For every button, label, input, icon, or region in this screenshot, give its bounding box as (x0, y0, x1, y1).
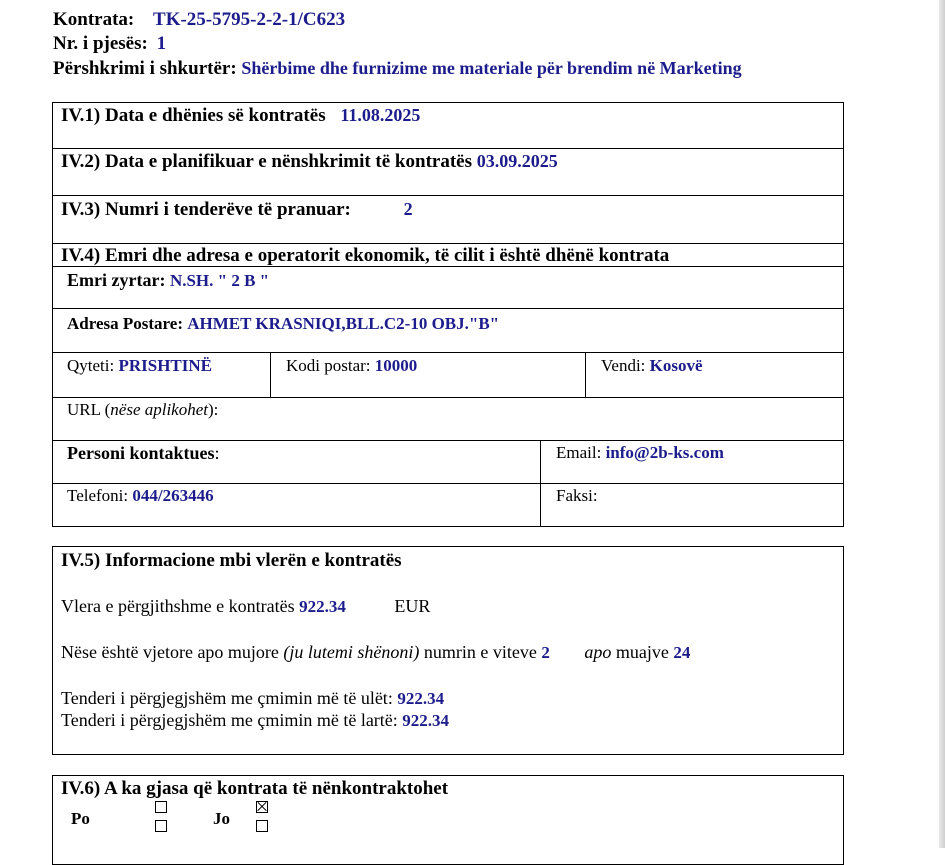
iv3-row (61, 199, 413, 221)
period-label-a: Nëse është vjetore apo mujore (61, 642, 279, 662)
postal-cell (286, 356, 417, 376)
url-label: URL ( (67, 400, 111, 419)
or-word: apo (584, 642, 612, 662)
no-checkbox-checked[interactable] (256, 801, 268, 813)
total-value-label: Vlera e përgjithshme e kontratës (61, 596, 295, 616)
phone-label: Telefoni: (67, 486, 129, 505)
iv3-label: IV.3) Numri i tenderëve të pranuar: (61, 199, 351, 220)
fax-cell (556, 486, 598, 506)
city-label: Qyteti: (67, 356, 115, 375)
fax-label: Faksi: (556, 486, 598, 505)
iv2-row (61, 151, 558, 173)
url-row (67, 400, 218, 420)
address-label: Adresa Postare: (67, 314, 183, 333)
iv6-label: IV.6) A ka gjasa që kontrata të nënkontraktohet (61, 778, 449, 799)
contract-line (53, 9, 345, 31)
postal-label: Kodi postar: (286, 356, 371, 375)
iv1-row (61, 105, 420, 127)
official-name-label: Emri zyrtar: (67, 270, 166, 290)
contract-label: Kontrata: (53, 9, 135, 30)
official-name-row (67, 270, 269, 291)
email-value: info@2b-ks.com (605, 443, 724, 462)
url-end: ): (208, 400, 219, 419)
iv4-label: IV.4) Emri dhe adresa e operatorit ekonomik, të cilit i është dhënë kontrata (61, 245, 670, 266)
phone-value: 044/263446 (132, 486, 214, 505)
url-note: nëse aplikohet (110, 400, 208, 419)
no-checkbox[interactable] (256, 820, 268, 832)
yes-checkbox-top[interactable] (155, 801, 167, 813)
country-label: Vendi: (601, 356, 646, 375)
iv1-date: 11.08.2025 (340, 105, 421, 125)
contact-person-row (67, 443, 220, 464)
contract-number: TK-25-5795-2-2-1/C623 (153, 9, 346, 30)
yes-label: Po (71, 809, 90, 828)
description-line (53, 57, 742, 80)
months-value: 24 (673, 643, 691, 662)
highest-price-label: Tenderi i përgjegjshëm me çmimin më të lartë: (61, 710, 398, 730)
iv1-label: IV.1) Data e dhënies së kontratës (61, 105, 326, 126)
period-label-b: numrin e viteve (423, 642, 537, 662)
contact-person-label: Personi kontaktues (67, 443, 215, 463)
total-value: 922.34 (299, 597, 346, 616)
country-value: Kosovë (649, 356, 703, 375)
phone-cell (67, 486, 214, 506)
years-value: 2 (541, 643, 550, 662)
email-cell (556, 443, 724, 463)
city-cell (67, 356, 212, 376)
iv5-label: IV.5) Informacione mbi vlerën e kontratës (61, 550, 402, 571)
total-value-row (61, 596, 430, 617)
address-value: AHMET KRASNIQI,BLL.C2-10 OBJ."B" (187, 314, 500, 333)
currency: EUR (394, 596, 431, 616)
lowest-price-value: 922.34 (397, 689, 445, 708)
yes-checkbox[interactable] (155, 820, 167, 832)
lowest-price-row (61, 688, 444, 709)
iv3-count: 2 (403, 199, 413, 219)
description-label: Përshkrimi i shkurtër: (53, 58, 237, 79)
lowest-price-label: Tenderi i përgjegjshëm me çmimin më të ulët: (61, 688, 393, 708)
postal-value: 10000 (374, 356, 418, 375)
iv2-label: IV.2) Data e planifikuar e nënshkrimit të kontratës (61, 151, 472, 172)
email-label: Email: (556, 443, 602, 462)
no-label: Jo (213, 809, 230, 828)
months-label: muajve (615, 642, 669, 662)
country-cell (601, 356, 703, 376)
city-value: PRISHTINË (118, 356, 212, 375)
official-name-value: N.SH. " 2 B " (169, 271, 270, 290)
contact-person-colon: : (214, 443, 220, 463)
page-edge-shadow (939, 0, 945, 848)
highest-price-row (61, 710, 449, 731)
iv6-heading-row (61, 778, 448, 800)
part-line (53, 33, 166, 55)
iv2-date: 03.09.2025 (476, 151, 558, 171)
iv4-row (61, 245, 669, 267)
iv5-heading-row (61, 550, 402, 572)
part-label: Nr. i pjesës: (53, 33, 148, 54)
address-row (67, 314, 499, 334)
period-note: (ju lutemi shënoni) (283, 642, 420, 662)
part-number: 1 (156, 33, 167, 54)
highest-price-value: 922.34 (402, 711, 450, 730)
period-row (61, 642, 690, 663)
description-value: Shërbime dhe furnizime me materiale për brendim në Marketing (241, 58, 742, 78)
